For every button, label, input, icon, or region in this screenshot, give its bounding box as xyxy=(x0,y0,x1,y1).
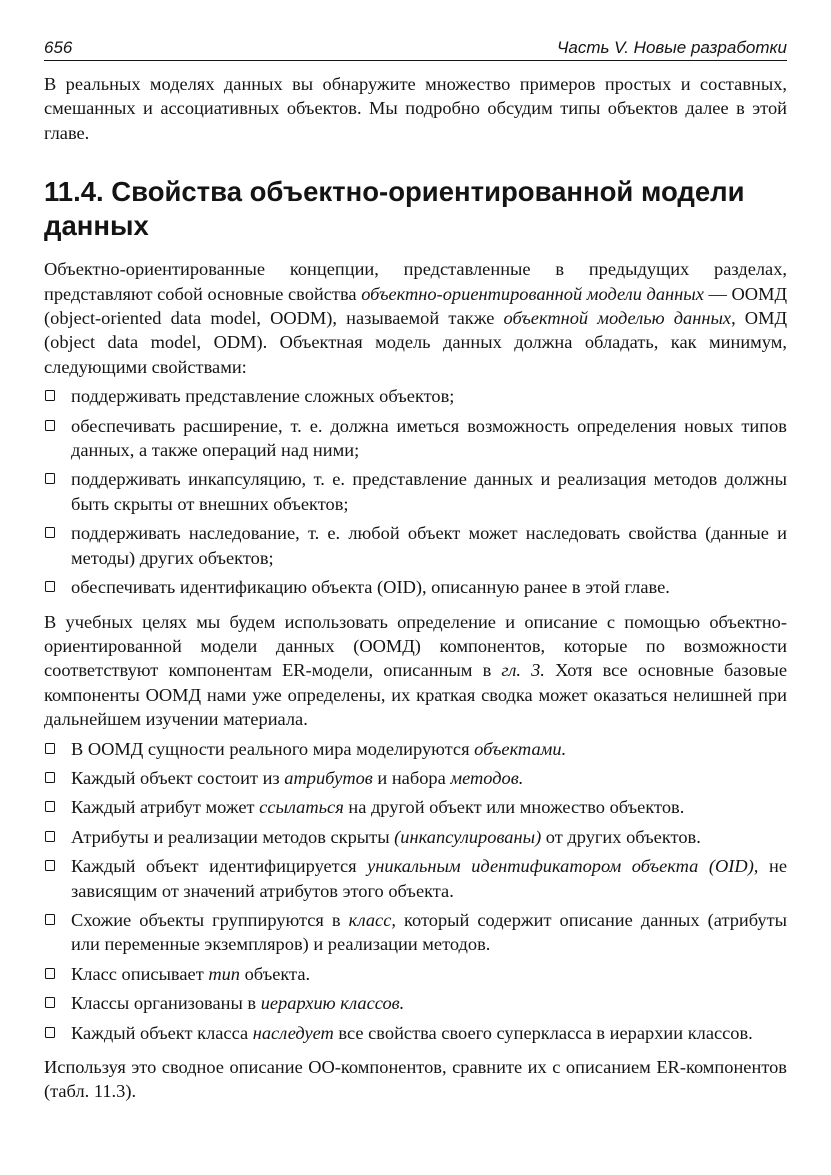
list-item: обеспечивать идентификацию объекта (OID), описанную ранее в этой главе. xyxy=(44,575,787,599)
square-bullet-icon xyxy=(45,860,55,871)
lead-text-3: , ОМД (object data model, ODM). Объектная модель данных должна обладать, как минимум, следующими свойствами: xyxy=(44,308,787,377)
closing-paragraph: Используя это сводное описание ОО-компонентов, сравните их с описанием ER-компонентов (табл. 11.3). xyxy=(44,1057,787,1102)
square-bullet-icon xyxy=(45,914,55,925)
running-header xyxy=(44,38,787,61)
square-bullet-icon xyxy=(45,527,55,538)
properties-list xyxy=(44,384,787,599)
square-bullet-icon xyxy=(45,997,55,1008)
list-item: обеспечивать расширение, т. е. должна иметься возможность определения новых типов данных, а также операций над ними; xyxy=(44,414,787,463)
page-number: 656 xyxy=(44,38,73,57)
list-item: поддерживать инкапсуляцию, т. е. представление данных и реализация методов должны быть скрыты от внешних объектов; xyxy=(44,467,787,516)
list-item: Каждый объект идентифицируется уникальным идентификатором объекта (OID), не зависящим от значений атрибутов этого объекта. xyxy=(44,854,787,903)
list-item: поддерживать представление сложных объектов; xyxy=(44,384,787,408)
list-item: поддерживать наследование, т. е. любой объект может наследовать свойства (данные и методы) других объектов; xyxy=(44,521,787,570)
square-bullet-icon xyxy=(45,772,55,783)
lead-term-oodm: объектно-ориентированной модели данных xyxy=(361,283,704,304)
list-item: В ООМД сущности реального мира моделируются объектами. xyxy=(44,737,787,761)
list-item: Атрибуты и реализации методов скрыты (инкапсулированы) от других объектов. xyxy=(44,825,787,849)
list-item: Схожие объекты группируются в класс, который содержит описание данных (атрибуты или переменные экземпляров) и реализации методов. xyxy=(44,908,787,957)
middle-text-2: Хотя все основные базовые компоненты ООМД нами уже определены, их краткая сводка может оказаться нелишней при дальнейшем изучении материала. xyxy=(44,660,787,730)
list-item: Классы организованы в иерархию классов. xyxy=(44,991,787,1015)
square-bullet-icon xyxy=(45,801,55,812)
intro-paragraph: В реальных моделях данных вы обнаружите множество примеров простых и составных, смешанных и ассоциативных объектов. Мы подробно обсудим типы объектов далее в этой главе. xyxy=(44,74,787,143)
list-item: Каждый объект класса наследует все свойства своего суперкласса в иерархии классов. xyxy=(44,1021,787,1045)
square-bullet-icon xyxy=(45,581,55,592)
components-list xyxy=(44,737,787,1045)
lead-text-2: — ООМД (object-oriented data model, OODM), называемой также xyxy=(44,283,787,329)
square-bullet-icon xyxy=(45,743,55,754)
part-title: Часть V. Новые разработки xyxy=(556,38,787,57)
square-bullet-icon xyxy=(45,831,55,842)
square-bullet-icon xyxy=(45,1027,55,1038)
list-item: Каждый объект состоит из атрибутов и набора методов. xyxy=(44,766,787,790)
square-bullet-icon xyxy=(45,420,55,431)
square-bullet-icon xyxy=(45,390,55,401)
middle-text-1: В учебных целях мы будем использовать определение и описание с помощью объектно-ориентированной модели данных (ООМД) компонентов, которые по возможности соответствуют компонентам ER-модели, описанным в xyxy=(44,611,787,681)
list-item: Класс описывает тип объекта. xyxy=(44,962,787,986)
middle-paragraph xyxy=(44,610,787,732)
list-item: Каждый атрибут может ссылаться на другой объект или множество объектов. xyxy=(44,795,787,819)
chapter-reference: гл. 3. xyxy=(501,660,545,681)
page xyxy=(44,38,787,1104)
square-bullet-icon xyxy=(45,968,55,979)
lead-term-odm: объектной моделью данных xyxy=(503,308,732,329)
lead-text-1: Объектно-ориентированные концепции, представленные в предыдущих разделах, представляют собой основные свойства xyxy=(44,259,787,304)
section-heading: 11.4. Свойства объектно-ориентированной модели данных xyxy=(44,176,745,242)
square-bullet-icon xyxy=(45,473,55,484)
lead-paragraph xyxy=(44,257,787,379)
